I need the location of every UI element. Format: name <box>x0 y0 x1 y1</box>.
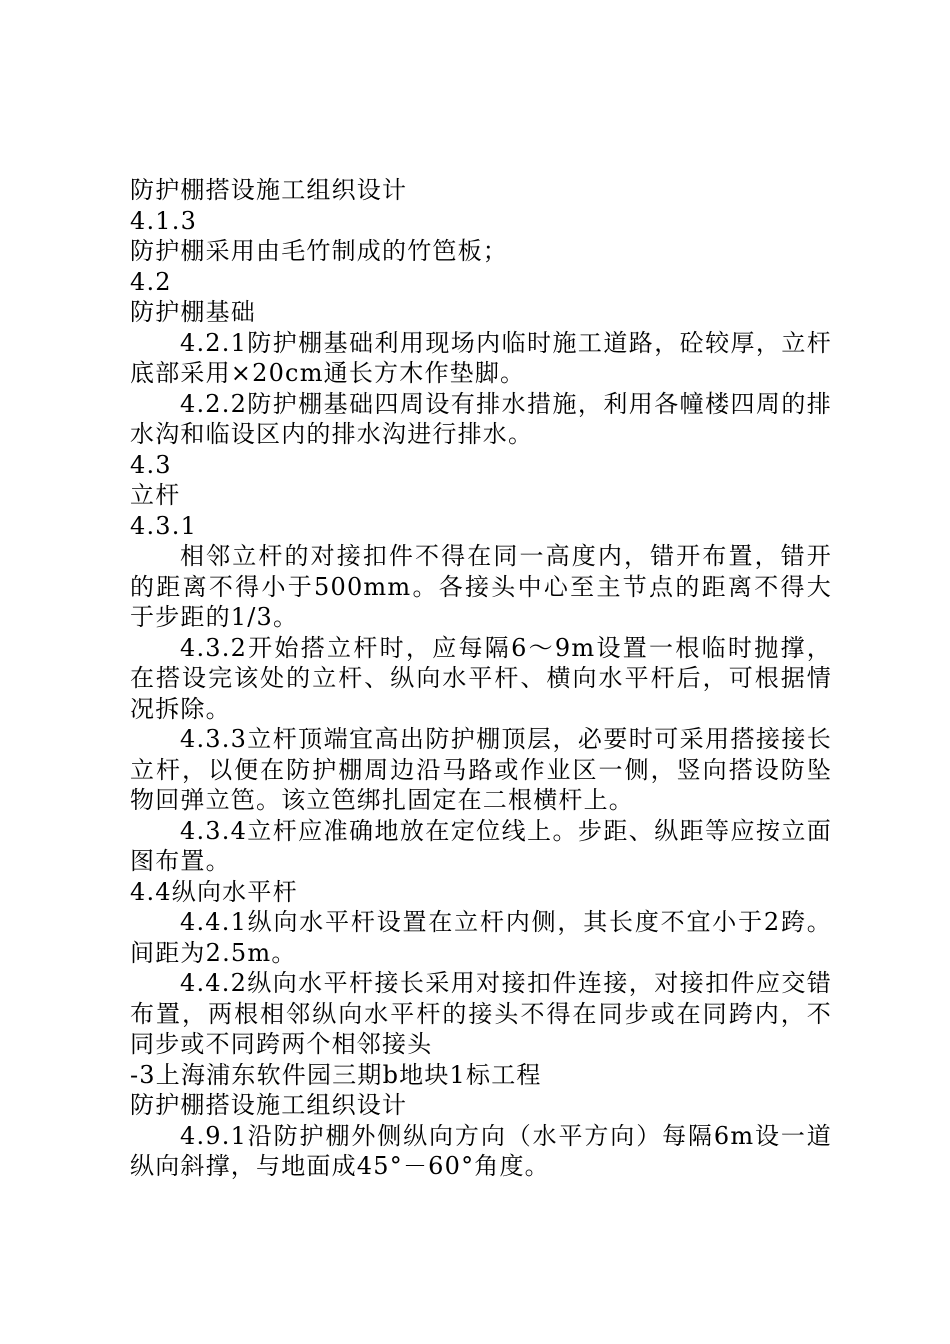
section-number: 4.1.3 <box>130 206 198 235</box>
paragraph: 4.9.1沿防护棚外侧纵向方向（水平方向）每隔6m设一道纵向斜撑，与地面成45°－60°角度。 <box>130 1121 832 1180</box>
section-heading: 防护棚基础 <box>130 298 256 326</box>
paragraph: 4.3.2开始搭立杆时，应每隔6～9m设置一根临时抛撑，在搭设完该处的立杆、纵向水平杆、横向水平杆后，可根据情况拆除。 <box>130 633 832 723</box>
page-header: 防护棚搭设施工组织设计 <box>130 1091 408 1119</box>
paragraph: 相邻立杆的对接扣件不得在同一高度内，错开布置，错开的距离不得小于500mm。各接头中心至主节点的距离不得大于步距的1/3。 <box>130 542 832 631</box>
document-body <box>130 175 832 1182</box>
paragraph: 4.4.1纵向水平杆设置在立杆内侧，其长度不宜小于2跨。间距为2.5m。 <box>130 908 832 967</box>
section-title: 防护棚搭设施工组织设计 <box>130 176 408 204</box>
paragraph: 4.3.3立杆顶端宜高出防护棚顶层，必要时可采用搭接接长立杆，以便在防护棚周边沿马路或作业区一侧，竖向搭设防坠物回弹立笆。该立笆绑扎固定在二根横杆上。 <box>130 725 832 814</box>
paragraph: 4.2.2防护棚基础四周设有排水措施，利用各幢楼四周的排水沟和临设区内的排水沟进行排水。 <box>130 389 832 448</box>
section-number: 4.3 <box>130 450 172 479</box>
paragraph: 4.2.1防护棚基础利用现场内临时施工道路，砼较厚，立杆底部采用×20cm通长方木作垫脚。 <box>130 328 832 387</box>
paragraph: 4.4.2纵向水平杆接长采用对接扣件连接，对接扣件应交错布置，两根相邻纵向水平杆的接头不得在同步或在同跨内，不同步或不同跨两个相邻接头 <box>130 969 832 1058</box>
page-footer: -3上海浦东软件园三期b地块1标工程 <box>130 1060 542 1089</box>
section-heading: 4.4纵向水平杆 <box>130 877 298 906</box>
section-heading: 立杆 <box>130 481 181 509</box>
paragraph: 4.3.4立杆应准确地放在定位线上。步距、纵距等应按立面图布置。 <box>130 816 832 875</box>
text-line: 防护棚采用由毛竹制成的竹笆板； <box>130 237 508 265</box>
section-number: 4.3.1 <box>130 511 198 540</box>
section-number: 4.2 <box>130 267 172 296</box>
